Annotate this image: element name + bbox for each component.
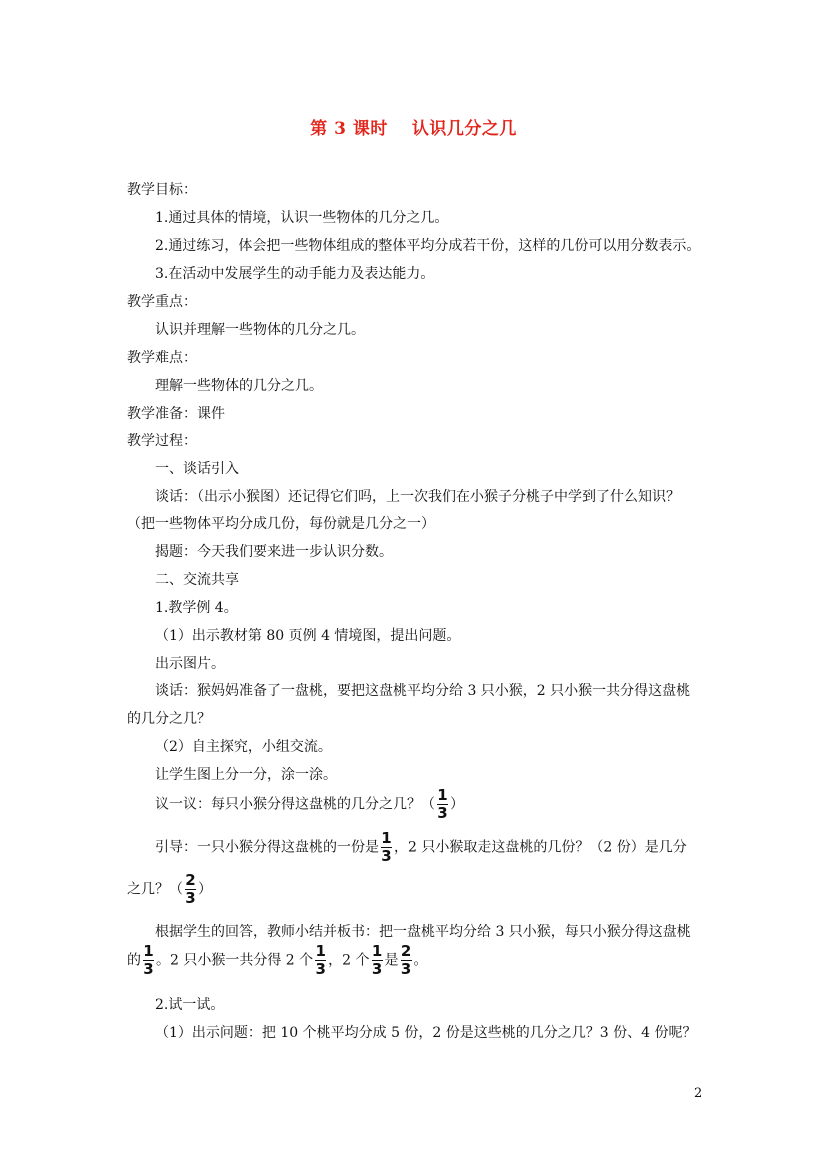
paragraph: （把一些物体平均分成几份，每份就是几分之一） bbox=[127, 516, 435, 532]
fraction bbox=[372, 944, 383, 977]
text-span: 之几？（ bbox=[127, 881, 183, 898]
text-span: 的 bbox=[127, 952, 141, 969]
key-point: 认识并理解一些物体的几分之几。 bbox=[155, 322, 365, 338]
text-span: 引导：一只小猴分得这盘桃的一份是 bbox=[155, 839, 379, 856]
text-span: 是 bbox=[384, 952, 399, 969]
paragraph: 根据学生的回答，教师小结并板书：把一盘桃平均分给 3 只小猴，每只小猴分得这盘桃 bbox=[155, 924, 691, 940]
text-span: 议一议：每只小猴分得这盘桃的几分之几？（ bbox=[155, 796, 435, 813]
paragraph: （2）自主探究，小组交流。 bbox=[155, 739, 332, 755]
subsection-heading: 一、谈话引入 bbox=[155, 461, 239, 477]
goal-item: 1.通过具体的情境，认识一些物体的几分之几。 bbox=[155, 210, 449, 226]
text-span: ，2 个 bbox=[328, 952, 370, 969]
difficulty-point: 理解一些物体的几分之几。 bbox=[155, 378, 323, 394]
fraction bbox=[185, 873, 196, 906]
paragraph: 揭题：今天我们要来进一步认识分数。 bbox=[155, 544, 393, 560]
paragraph-with-fraction bbox=[155, 831, 687, 864]
numerator: 1 bbox=[143, 942, 154, 960]
denominator: 3 bbox=[437, 804, 448, 822]
section-heading-difficulty: 教学难点： bbox=[127, 350, 197, 366]
paragraph: 谈话：（出示小猴图）还记得它们吗，上一次我们在小猴子分桃子中学到了什么知识？ bbox=[155, 489, 680, 505]
text-span: 。2 只小猴一共分得 2 个 bbox=[156, 952, 314, 969]
denominator: 3 bbox=[400, 960, 412, 978]
numerator: 1 bbox=[437, 786, 448, 804]
text-span: ，2 只小猴取走这盘桃的几份？（2 份）是几分 bbox=[394, 839, 687, 856]
paragraph-with-fraction bbox=[155, 788, 464, 821]
section-heading-goals: 教学目标： bbox=[127, 182, 197, 198]
paragraph: 1.教学例 4。 bbox=[155, 600, 238, 616]
paragraph: 让学生图上分一分，涂一涂。 bbox=[155, 767, 337, 783]
goal-item: 3.在活动中发展学生的动手能力及表达能力。 bbox=[155, 266, 435, 282]
denominator: 3 bbox=[381, 847, 392, 865]
paragraph: 谈话：猴妈妈准备了一盘桃，要把这盘桃平均分给 3 只小猴，2 只小猴一共分得这盘桃 bbox=[155, 683, 691, 699]
text-span: 。 bbox=[413, 952, 428, 969]
paragraph: （1）出示教材第 80 页例 4 情境图，提出问题。 bbox=[155, 628, 461, 644]
fraction bbox=[315, 944, 326, 977]
page-number: 2 bbox=[694, 1086, 703, 1101]
paragraph-with-fraction bbox=[127, 944, 428, 977]
fraction bbox=[437, 788, 448, 821]
denominator: 3 bbox=[371, 960, 383, 978]
subsection-heading: 二、交流共享 bbox=[155, 572, 239, 588]
fraction bbox=[381, 831, 392, 864]
numerator: 2 bbox=[185, 871, 196, 889]
numerator: 2 bbox=[400, 942, 412, 960]
preparation: 教学准备：课件 bbox=[127, 406, 225, 422]
denominator: 3 bbox=[143, 960, 154, 978]
paragraph-with-fraction bbox=[127, 873, 212, 906]
paragraph: （1）出示问题：把 10 个桃平均分成 5 份，2 份是这些桃的几分之几？3 份、4 份呢？ bbox=[155, 1025, 697, 1041]
paragraph: 的几分之几？ bbox=[127, 711, 211, 727]
numerator: 1 bbox=[371, 942, 383, 960]
numerator: 1 bbox=[315, 942, 326, 960]
lesson-title bbox=[0, 114, 827, 139]
text-span: ） bbox=[450, 796, 464, 813]
paragraph: 出示图片。 bbox=[155, 656, 225, 672]
section-heading-process: 教学过程： bbox=[127, 433, 197, 449]
lesson-topic: 认识几分之几 bbox=[411, 119, 517, 139]
section-heading-key: 教学重点： bbox=[127, 294, 197, 310]
goal-item: 2.通过练习，体会把一些物体组成的整体平均分成若干份，这样的几份可以用分数表示。 bbox=[155, 238, 701, 254]
text-span: ） bbox=[198, 881, 212, 898]
fraction bbox=[401, 944, 412, 977]
denominator: 3 bbox=[185, 889, 196, 907]
fraction bbox=[143, 944, 154, 977]
paragraph: 2.试一试。 bbox=[155, 997, 225, 1013]
numerator: 1 bbox=[381, 829, 392, 847]
lesson-number: 第 3 课时 bbox=[310, 119, 388, 139]
denominator: 3 bbox=[315, 960, 326, 978]
